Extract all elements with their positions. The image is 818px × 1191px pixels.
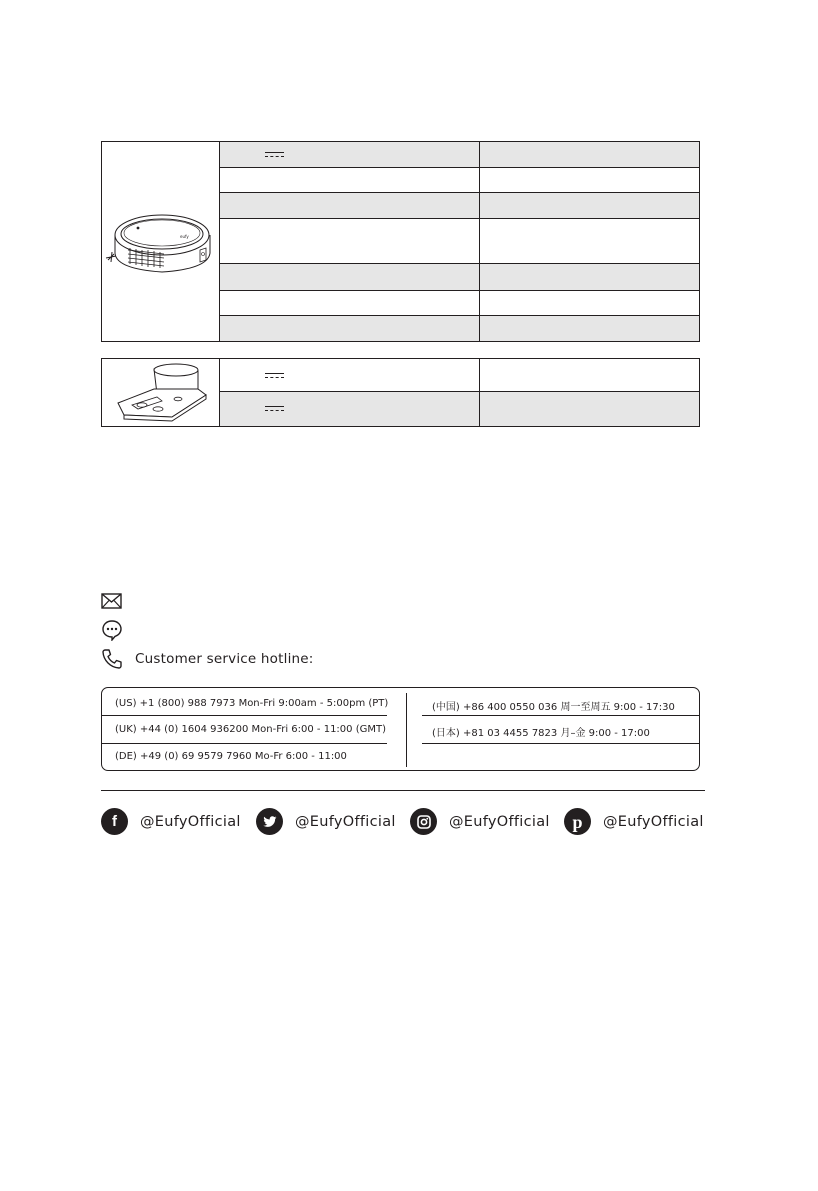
spec-label-cell [220, 291, 480, 315]
instagram-icon [410, 808, 437, 835]
dc-symbol-icon [265, 373, 284, 379]
hotline-entry-cn [432, 698, 675, 713]
hotline-entry-us [115, 698, 388, 709]
spec-row [220, 142, 699, 168]
chat-bubble-icon [101, 619, 123, 641]
charging-base-image-cell [102, 359, 220, 426]
spec-row [220, 392, 699, 426]
social-handle: @EufyOfficial [140, 813, 241, 830]
spec-label-cell [220, 142, 480, 167]
service-hours: 月–金 9:00 - 17:00 [560, 728, 650, 739]
spec-row [220, 193, 699, 219]
social-twitter[interactable] [256, 808, 396, 835]
service-hours: Mo-Fr 6:00 - 11:00 [254, 751, 347, 762]
spec-label-cell [220, 392, 480, 426]
robot-vacuum-illustration [102, 142, 220, 341]
spec-label-cell [220, 264, 480, 290]
email-icon [101, 593, 122, 609]
hotline-entry-de [115, 751, 347, 762]
service-hours: Mon-Fri 6:00 - 11:00 (GMT) [251, 724, 386, 735]
svg-text:eufy: eufy [180, 234, 189, 239]
spec-row [220, 219, 699, 264]
facebook-icon: f [101, 808, 128, 835]
social-divider [101, 790, 705, 791]
phone-number: +1 (800) 988 7973 [139, 698, 236, 709]
spec-row [220, 291, 699, 316]
region-label: (日本) [432, 728, 460, 739]
chat-line [101, 619, 123, 641]
charging-base-illustration [102, 359, 220, 426]
phone-number: +49 (0) 69 9579 7960 [140, 751, 252, 762]
row-rule [422, 715, 699, 716]
hotline-box [101, 687, 700, 771]
service-hours: Mon-Fri 9:00am - 5:00pm (PT) [238, 698, 389, 709]
row-rule [422, 743, 699, 744]
phone-number: +81 03 4455 7823 [463, 728, 558, 739]
spec-label-cell [220, 193, 480, 218]
hotline-label: Customer service hotline: [135, 651, 314, 667]
hotline-entry-jp [432, 724, 650, 739]
pinterest-icon: p [564, 808, 591, 835]
column-divider [406, 693, 407, 767]
dc-symbol-icon [265, 406, 284, 412]
hotline-line [101, 648, 314, 670]
spec-row [220, 168, 699, 193]
spec-row [220, 264, 699, 291]
email-line [101, 593, 122, 609]
robot-image-cell [102, 142, 220, 341]
region-label: (UK) [115, 724, 137, 735]
region-label: (US) [115, 698, 137, 709]
row-rule [102, 743, 387, 744]
social-instagram[interactable] [410, 808, 550, 835]
spec-label-cell [220, 359, 480, 391]
social-handle: @EufyOfficial [603, 813, 704, 830]
spec-label-cell [220, 316, 480, 341]
region-label: (中国) [432, 702, 460, 713]
phone-number: +44 (0) 1604 936200 [139, 724, 249, 735]
spec-row [220, 316, 699, 341]
hotline-entry-uk [115, 724, 386, 735]
social-pinterest[interactable] [564, 808, 704, 835]
robot-spec-table [101, 141, 700, 342]
dc-symbol-icon [265, 152, 284, 158]
phone-number: +86 400 0550 036 [463, 702, 558, 713]
service-hours: 周一至周五 9:00 - 17:30 [560, 702, 675, 713]
social-handle: @EufyOfficial [295, 813, 396, 830]
row-rule [102, 715, 387, 716]
twitter-icon [256, 808, 283, 835]
charging-base-spec-table [101, 358, 700, 427]
social-facebook[interactable] [101, 808, 241, 835]
spec-row [220, 359, 699, 392]
phone-icon [101, 648, 123, 670]
region-label: (DE) [115, 751, 137, 762]
spec-label-cell [220, 219, 480, 263]
spec-label-cell [220, 168, 480, 192]
social-handle: @EufyOfficial [449, 813, 550, 830]
